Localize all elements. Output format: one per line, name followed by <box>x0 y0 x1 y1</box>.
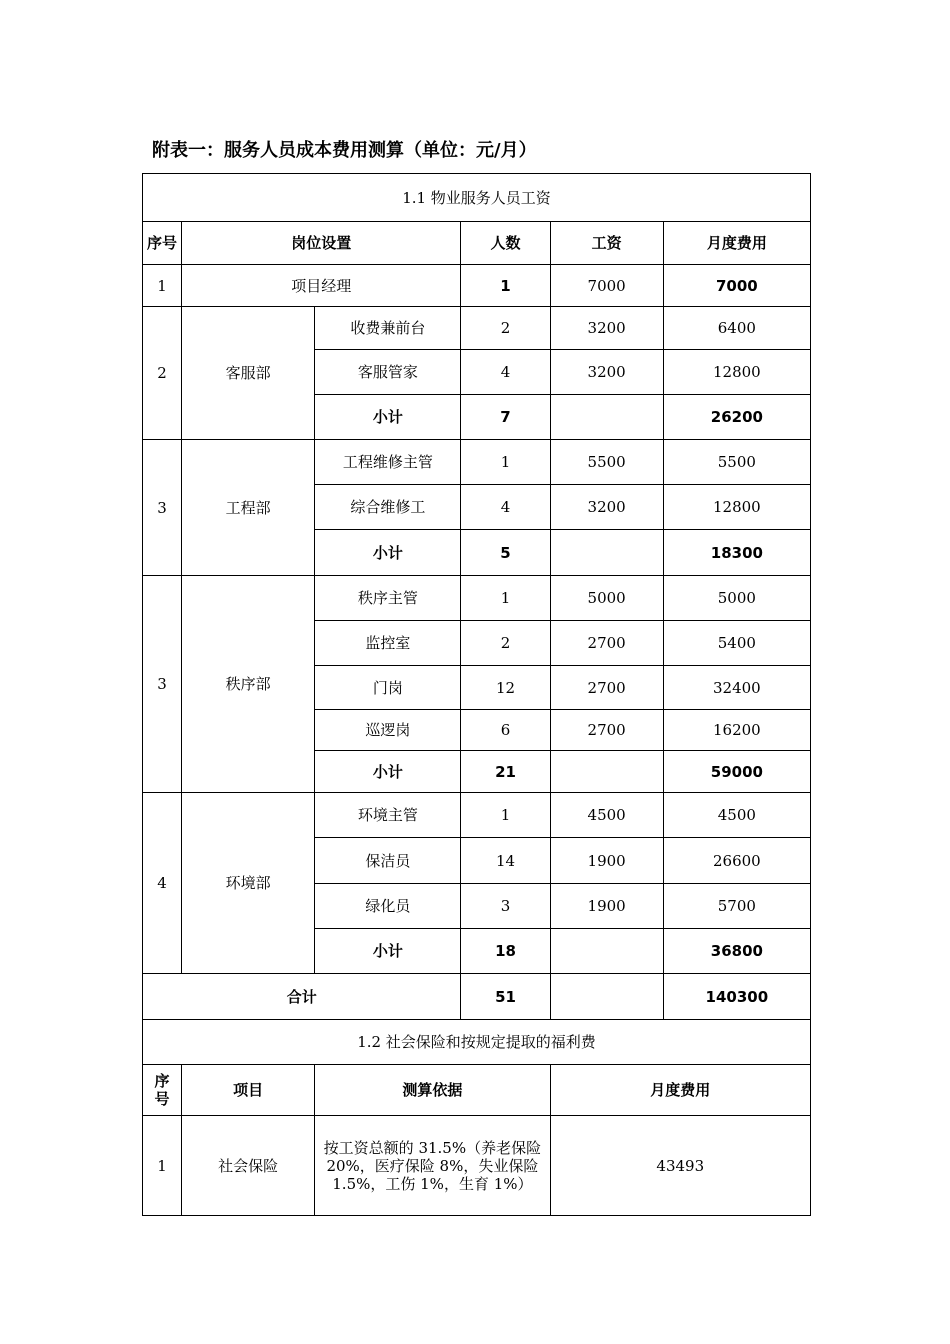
dept-no: 2 <box>143 307 182 440</box>
header-count: 人数 <box>461 222 550 265</box>
wage-cell: 5500 <box>550 440 663 485</box>
table-row <box>143 440 811 485</box>
item-name: 社会保险 <box>182 1116 315 1216</box>
section-2-header-row <box>143 1065 811 1116</box>
wage-cell: 2700 <box>550 621 663 666</box>
manager-no: 1 <box>143 265 182 307</box>
item-basis: 按工资总额的 31.5%（养老保险 20%，医疗保险 8%，失业保险 1.5%，工伤 1%，生育 1%） <box>315 1116 550 1216</box>
position-cell: 工程维修主管 <box>315 440 461 485</box>
count-cell: 4 <box>461 485 550 530</box>
subtotal-count: 21 <box>461 751 550 793</box>
monthly-cell: 5400 <box>663 621 810 666</box>
cost-table <box>142 173 811 1216</box>
total-monthly: 140300 <box>663 974 810 1020</box>
position-cell: 保洁员 <box>315 838 461 884</box>
monthly-cell: 5700 <box>663 884 810 929</box>
header-basis: 测算依据 <box>315 1065 550 1116</box>
subtotal-monthly: 59000 <box>663 751 810 793</box>
count-cell: 6 <box>461 710 550 751</box>
wage-cell: 1900 <box>550 884 663 929</box>
monthly-cell: 5500 <box>663 440 810 485</box>
subtotal-count: 5 <box>461 530 550 576</box>
count-cell: 2 <box>461 621 550 666</box>
header-no: 序 号 <box>143 1065 182 1116</box>
position-cell: 监控室 <box>315 621 461 666</box>
section-1-header-row <box>143 222 811 265</box>
subtotal-wage <box>550 751 663 793</box>
dept-no: 4 <box>143 793 182 974</box>
wage-cell: 4500 <box>550 793 663 838</box>
subtotal-label: 小计 <box>315 395 461 440</box>
subtotal-monthly: 26200 <box>663 395 810 440</box>
section-1-title: 1.1 物业服务人员工资 <box>143 174 811 222</box>
section-2-title-row <box>143 1020 811 1065</box>
header-wage: 工资 <box>550 222 663 265</box>
monthly-cell: 26600 <box>663 838 810 884</box>
monthly-cell: 16200 <box>663 710 810 751</box>
wage-cell: 3200 <box>550 485 663 530</box>
monthly-cell: 4500 <box>663 793 810 838</box>
monthly-cell: 32400 <box>663 666 810 710</box>
header-no: 序号 <box>143 222 182 265</box>
subtotal-count: 7 <box>461 395 550 440</box>
dept-name: 工程部 <box>182 440 315 576</box>
header-item: 项目 <box>182 1065 315 1116</box>
total-label: 合计 <box>143 974 461 1020</box>
monthly-cell: 12800 <box>663 485 810 530</box>
dept-name: 环境部 <box>182 793 315 974</box>
manager-position: 项目经理 <box>182 265 461 307</box>
header-monthly: 月度费用 <box>663 222 810 265</box>
cost-table-body <box>143 174 811 1216</box>
monthly-cell: 6400 <box>663 307 810 350</box>
subtotal-wage <box>550 530 663 576</box>
subtotal-monthly: 18300 <box>663 530 810 576</box>
position-cell: 环境主管 <box>315 793 461 838</box>
subtotal-label: 小计 <box>315 929 461 974</box>
dept-name: 秩序部 <box>182 576 315 793</box>
wage-cell: 3200 <box>550 307 663 350</box>
position-cell: 门岗 <box>315 666 461 710</box>
wage-cell: 2700 <box>550 666 663 710</box>
subtotal-monthly: 36800 <box>663 929 810 974</box>
total-count: 51 <box>461 974 550 1020</box>
position-cell: 综合维修工 <box>315 485 461 530</box>
total-wage <box>550 974 663 1020</box>
position-cell: 巡逻岗 <box>315 710 461 751</box>
table-row <box>143 1116 811 1216</box>
section-2-title: 1.2 社会保险和按规定提取的福利费 <box>143 1020 811 1065</box>
count-cell: 1 <box>461 576 550 621</box>
table-row <box>143 793 811 838</box>
count-cell: 4 <box>461 350 550 395</box>
table-row <box>143 307 811 350</box>
manager-monthly: 7000 <box>663 265 810 307</box>
wage-cell: 1900 <box>550 838 663 884</box>
total-row <box>143 974 811 1020</box>
wage-cell: 2700 <box>550 710 663 751</box>
subtotal-count: 18 <box>461 929 550 974</box>
count-cell: 14 <box>461 838 550 884</box>
monthly-cell: 5000 <box>663 576 810 621</box>
subtotal-wage <box>550 395 663 440</box>
table-row <box>143 576 811 621</box>
item-no: 1 <box>143 1116 182 1216</box>
subtotal-label: 小计 <box>315 751 461 793</box>
item-monthly: 43493 <box>550 1116 810 1216</box>
wage-cell: 5000 <box>550 576 663 621</box>
dept-no: 3 <box>143 440 182 576</box>
subtotal-wage <box>550 929 663 974</box>
count-cell: 1 <box>461 793 550 838</box>
header-position: 岗位设置 <box>182 222 461 265</box>
count-cell: 3 <box>461 884 550 929</box>
manager-count: 1 <box>461 265 550 307</box>
dept-no: 3 <box>143 576 182 793</box>
page-title: 附表一：服务人员成本费用测算（单位：元/月） <box>152 140 537 161</box>
subtotal-label: 小计 <box>315 530 461 576</box>
position-cell: 客服管家 <box>315 350 461 395</box>
manager-row <box>143 265 811 307</box>
position-cell: 绿化员 <box>315 884 461 929</box>
dept-name: 客服部 <box>182 307 315 440</box>
wage-cell: 3200 <box>550 350 663 395</box>
position-cell: 秩序主管 <box>315 576 461 621</box>
manager-wage: 7000 <box>550 265 663 307</box>
count-cell: 2 <box>461 307 550 350</box>
count-cell: 12 <box>461 666 550 710</box>
position-cell: 收费兼前台 <box>315 307 461 350</box>
header-monthly: 月度费用 <box>550 1065 810 1116</box>
monthly-cell: 12800 <box>663 350 810 395</box>
count-cell: 1 <box>461 440 550 485</box>
